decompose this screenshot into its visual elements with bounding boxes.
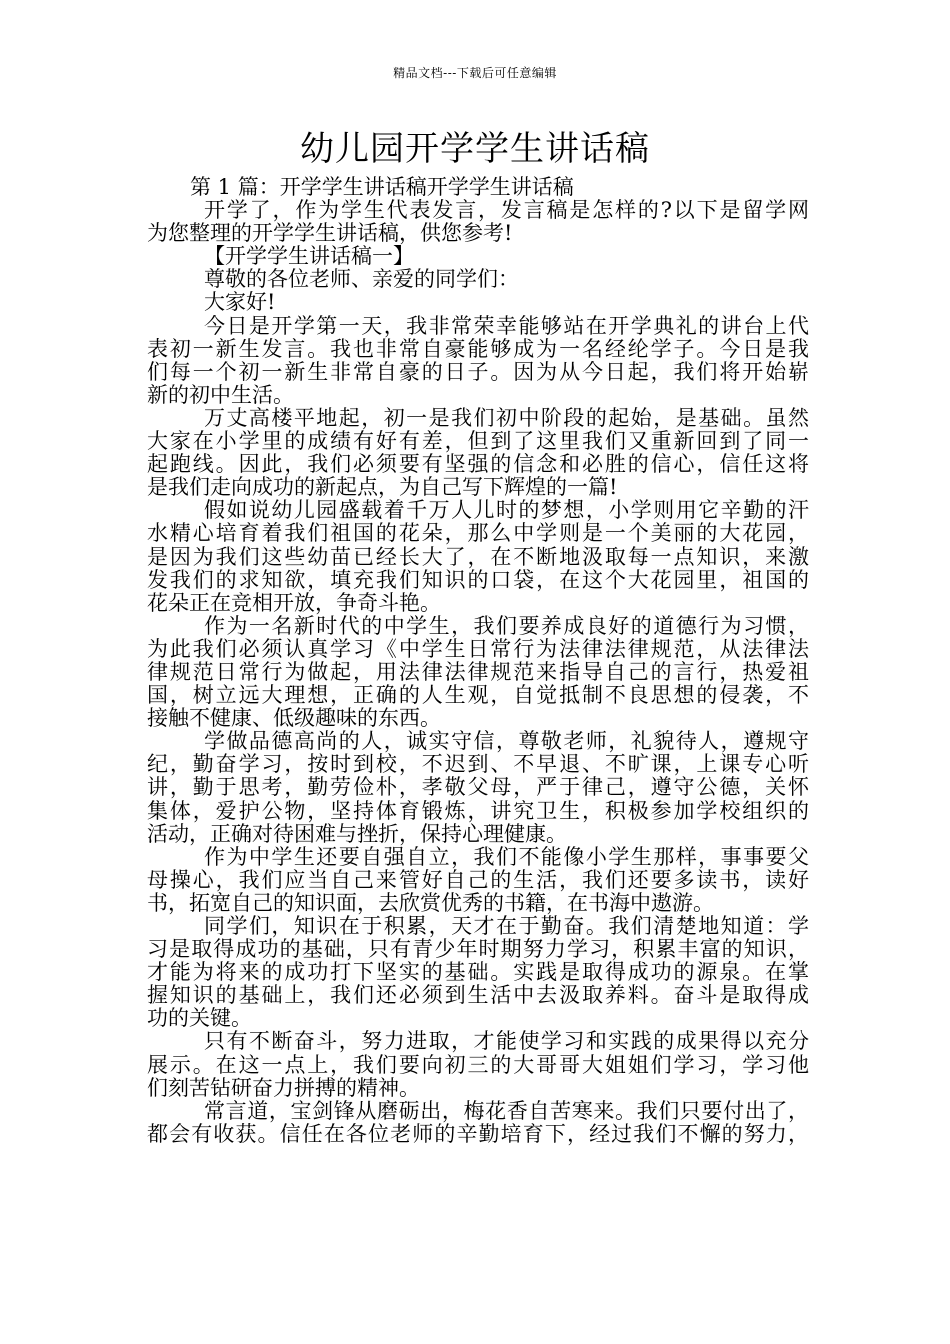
text-line: 集体，爱护公物，坚持体育锻炼，讲究卫生，积极参加学校组织的	[147, 799, 809, 823]
text-line: 新的初中生活。	[147, 383, 294, 407]
text-line: 律规范日常行为做起，用法律法律规范来指导自己的言行，热爱祖	[147, 660, 809, 684]
text-line: 大家在小学里的成绩有好有差，但到了这里我们又重新回到了同一	[147, 430, 809, 454]
text-line: 【开学学生讲话稿一】	[204, 245, 414, 269]
text-line: 讲，勤于思考，勤劳俭朴，孝敬父母，严于律己，遵守公德，关怀	[147, 776, 809, 800]
text-line: 表初一新生发言。我也非常自豪能够成为一名经纶学子。今日是我	[147, 337, 809, 361]
text-line: 书，拓宽自己的知识面，去欣赏优秀的书籍，在书海中遨游。	[147, 891, 714, 915]
text-line: 作为中学生还要自强自立，我们不能像小学生那样，事事要父	[204, 845, 809, 869]
text-line: 常言道，宝剑锋从磨砺出，梅花香自苦寒来。我们只要付出了，	[204, 1099, 809, 1123]
text-line: 起跑线。因此，我们必须要有坚强的信念和必胜的信心，信任这将	[147, 453, 809, 477]
text-line: 活动，正确对待困难与挫折，保持心理健康。	[147, 822, 567, 846]
text-line: 功的关键。	[147, 1007, 252, 1031]
text-line: 今日是开学第一天，我非常荣幸能够站在开学典礼的讲台上代	[204, 314, 809, 338]
text-line: 花朵正在竞相开放，争奇斗艳。	[147, 591, 441, 615]
text-line: 作为一名新时代的中学生，我们要养成良好的道德行为习惯，	[204, 614, 809, 638]
text-line: 发我们的求知欲，填充我们知识的口袋，在这个大花园里，祖国的	[147, 568, 809, 592]
text-line: 是我们走向成功的新起点，为自己写下辉煌的一篇!	[147, 476, 618, 500]
text-line: 握知识的基础上，我们还必须到生活中去汲取养料。奋斗是取得成	[147, 984, 809, 1008]
text-line: 为此我们必须认真学习《中学生日常行为法律法律规范，从法律法	[147, 637, 809, 661]
text-line: 才能为将来的成功打下坚实的基础。实践是取得成功的源泉。在掌	[147, 961, 809, 985]
text-line: 尊敬的各位老师、亲爱的同学们：	[204, 268, 519, 292]
text-line: 学做品德高尚的人，诚实守信，尊敬老师，礼貌待人，遵规守	[204, 730, 809, 754]
text-line: 母操心，我们应当自己来管好自己的生活，我们还要多读书，读好	[147, 868, 809, 892]
page-header: 精品文档---下载后可任意编辑	[393, 66, 557, 80]
text-line: 接触不健康、低级趣味的东西。	[147, 707, 441, 731]
text-line: 展示。在这一点上，我们要向初三的大哥哥大姐姐们学习，学习他	[147, 1053, 809, 1077]
text-line: 万丈高楼平地起，初一是我们初中阶段的起始，是基础。虽然	[204, 406, 809, 430]
text-line: 们刻苦钻研奋力拼搏的精神。	[147, 1076, 420, 1100]
text-line: 都会有收获。信任在各位老师的辛勤培育下，经过我们不懈的努力，	[147, 1122, 809, 1146]
text-line: 同学们，知识在于积累，天才在于勤奋。我们清楚地知道：学	[204, 915, 809, 938]
text-line: 开学了，作为学生代表发言，发言稿是怎样的?以下是留学网	[204, 199, 809, 223]
text-line: 纪，勤奋学习，按时到校，不迟到、不早退、不旷课，上课专心听	[147, 753, 809, 777]
text-line: 假如说幼儿园盛载着千万人儿时的梦想，小学则用它辛勤的汗	[204, 499, 809, 523]
text-line: 是因为我们这些幼苗已经长大了，在不断地汲取每一点知识，来激	[147, 545, 809, 569]
text-line: 们每一个初一新生非常自豪的日子。因为从今日起，我们将开始崭	[147, 360, 809, 384]
text-line: 大家好!	[204, 291, 276, 315]
text-line: 第 1 篇：开学学生讲话稿开学学生讲话稿	[190, 176, 574, 199]
document-title: 幼儿园开学学生讲话稿	[300, 129, 650, 169]
text-line: 为您整理的开学学生讲话稿，供您参考!	[147, 222, 513, 246]
text-line: 习是取得成功的基础，只有青少年时期努力学习，积累丰富的知识，	[147, 938, 809, 962]
text-line: 只有不断奋斗，努力进取，才能使学习和实践的成果得以充分	[204, 1030, 809, 1054]
text-line: 国，树立远大理想，正确的人生观，自觉抵制不良思想的侵袭，不	[147, 684, 809, 708]
document-body	[147, 176, 809, 1146]
text-line: 水精心培育着我们祖国的花朵，那么中学则是一个美丽的大花园，	[147, 522, 809, 546]
